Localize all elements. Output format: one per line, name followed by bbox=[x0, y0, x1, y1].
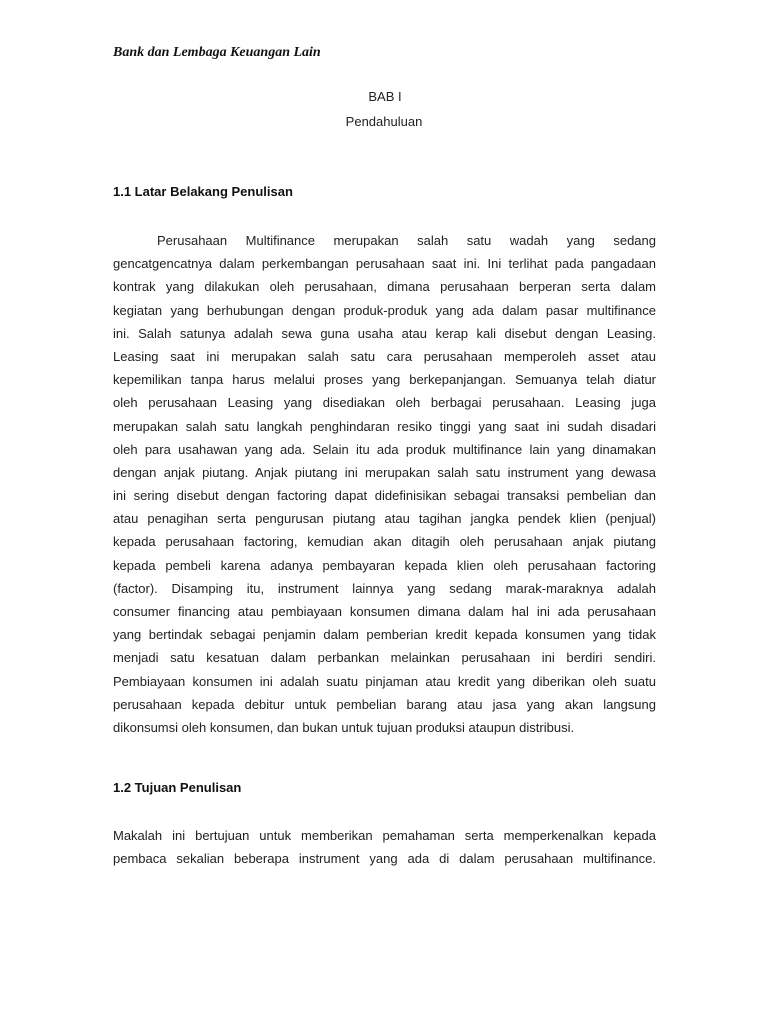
paragraph-line: yang bertindak sebagai penjamin dalam pemberian kredit kepada konsumen yang tidak bbox=[113, 627, 656, 643]
section-heading: 1.2 Tujuan Penulisan bbox=[113, 780, 242, 795]
paragraph-line: dengan anjak piutang. Anjak piutang ini merupakan salah satu instrument yang dewasa bbox=[113, 464, 656, 480]
paragraph-line: Leasing saat ini merupakan salah satu cara perusahaan memperoleh asset atau bbox=[113, 348, 656, 364]
paragraph-line: oleh para usahawan yang ada. Selain itu ada produk multifinance lain yang dinamakan bbox=[113, 441, 656, 457]
paragraph-line: menjadi satu kesatuan dalam perbankan melainkan perusahaan ini berdiri sendiri. bbox=[113, 650, 656, 666]
chapter-title: Pendahuluan bbox=[345, 114, 423, 129]
paragraph-line: perusahaan kepada debitur untuk pembelian barang atau jasa yang akan langsung bbox=[113, 696, 656, 712]
chapter-number: BAB I bbox=[368, 89, 402, 104]
paragraph-line: kepada perusahaan factoring, kemudian akan ditagih oleh perusahaan anjak piutang bbox=[113, 534, 656, 550]
paragraph-line: consumer financing atau pembiayaan konsumen dimana dalam hal ini ada perusahaan bbox=[113, 604, 656, 619]
paragraph-line: oleh perusahaan Leasing yang disediakan oleh berbagai perusahaan. Leasing juga bbox=[113, 395, 656, 411]
section-1-paragraph bbox=[113, 229, 656, 739]
section-2-paragraph bbox=[113, 824, 656, 870]
paragraph-line: kepada pembeli karena adanya pembayaran kepada klien oleh perusahaan factoring bbox=[113, 557, 656, 573]
paragraph-line: dikonsumsi oleh konsumen, dan bukan untuk tujuan produksi ataupun distribusi. bbox=[113, 719, 575, 735]
running-header: Bank dan Lembaga Keuangan Lain bbox=[113, 45, 321, 60]
paragraph-line: kepemilikan tanpa harus melalui proses yang berkepanjangan. Semuanya telah diatur bbox=[113, 372, 656, 388]
paragraph-line: kegiatan yang berhubungan dengan produk-produk yang ada dalam pasar multifinance bbox=[113, 302, 656, 318]
paragraph-line: merupakan salah satu langkah penghindaran resiko tinggi yang saat ini sudah disadari bbox=[113, 418, 656, 434]
paragraph-line: (factor). Disamping itu, instrument lainnya yang sedang marak-maraknya adalah bbox=[113, 580, 656, 596]
section-heading: 1.1 Latar Belakang Penulisan bbox=[113, 184, 293, 199]
paragraph-line: ini. Salah satunya adalah sewa guna usaha atau kerap kali disebut dengan Leasing. bbox=[113, 325, 656, 341]
paragraph-line: gencatgencatnya dalam perkembangan perusahaan saat ini. Ini terlihat pada pangadaan bbox=[113, 256, 656, 272]
paragraph-line: Pembiayaan konsumen ini adalah suatu pinjaman atau kredit yang diberikan oleh suatu bbox=[113, 673, 656, 689]
paragraph-line: pembaca sekalian beberapa instrument yang ada di dalam perusahaan multifinance. bbox=[113, 851, 656, 867]
paragraph-line: Perusahaan Multifinance merupakan salah satu wadah yang sedang bbox=[157, 233, 656, 248]
paragraph-line: ini sering disebut dengan factoring dapat didefinisikan sebagai transaksi pembelian dan bbox=[113, 488, 656, 504]
paragraph-line: Makalah ini bertujuan untuk memberikan pemahaman serta memperkenalkan kepada bbox=[113, 828, 656, 843]
paragraph-line: atau penagihan serta pengurusan piutang atau tagihan jangka pendek klien (penjual) bbox=[113, 511, 656, 527]
paragraph-line: kontrak yang dilakukan oleh perusahaan, dimana perusahaan berperan serta dalam bbox=[113, 279, 656, 295]
